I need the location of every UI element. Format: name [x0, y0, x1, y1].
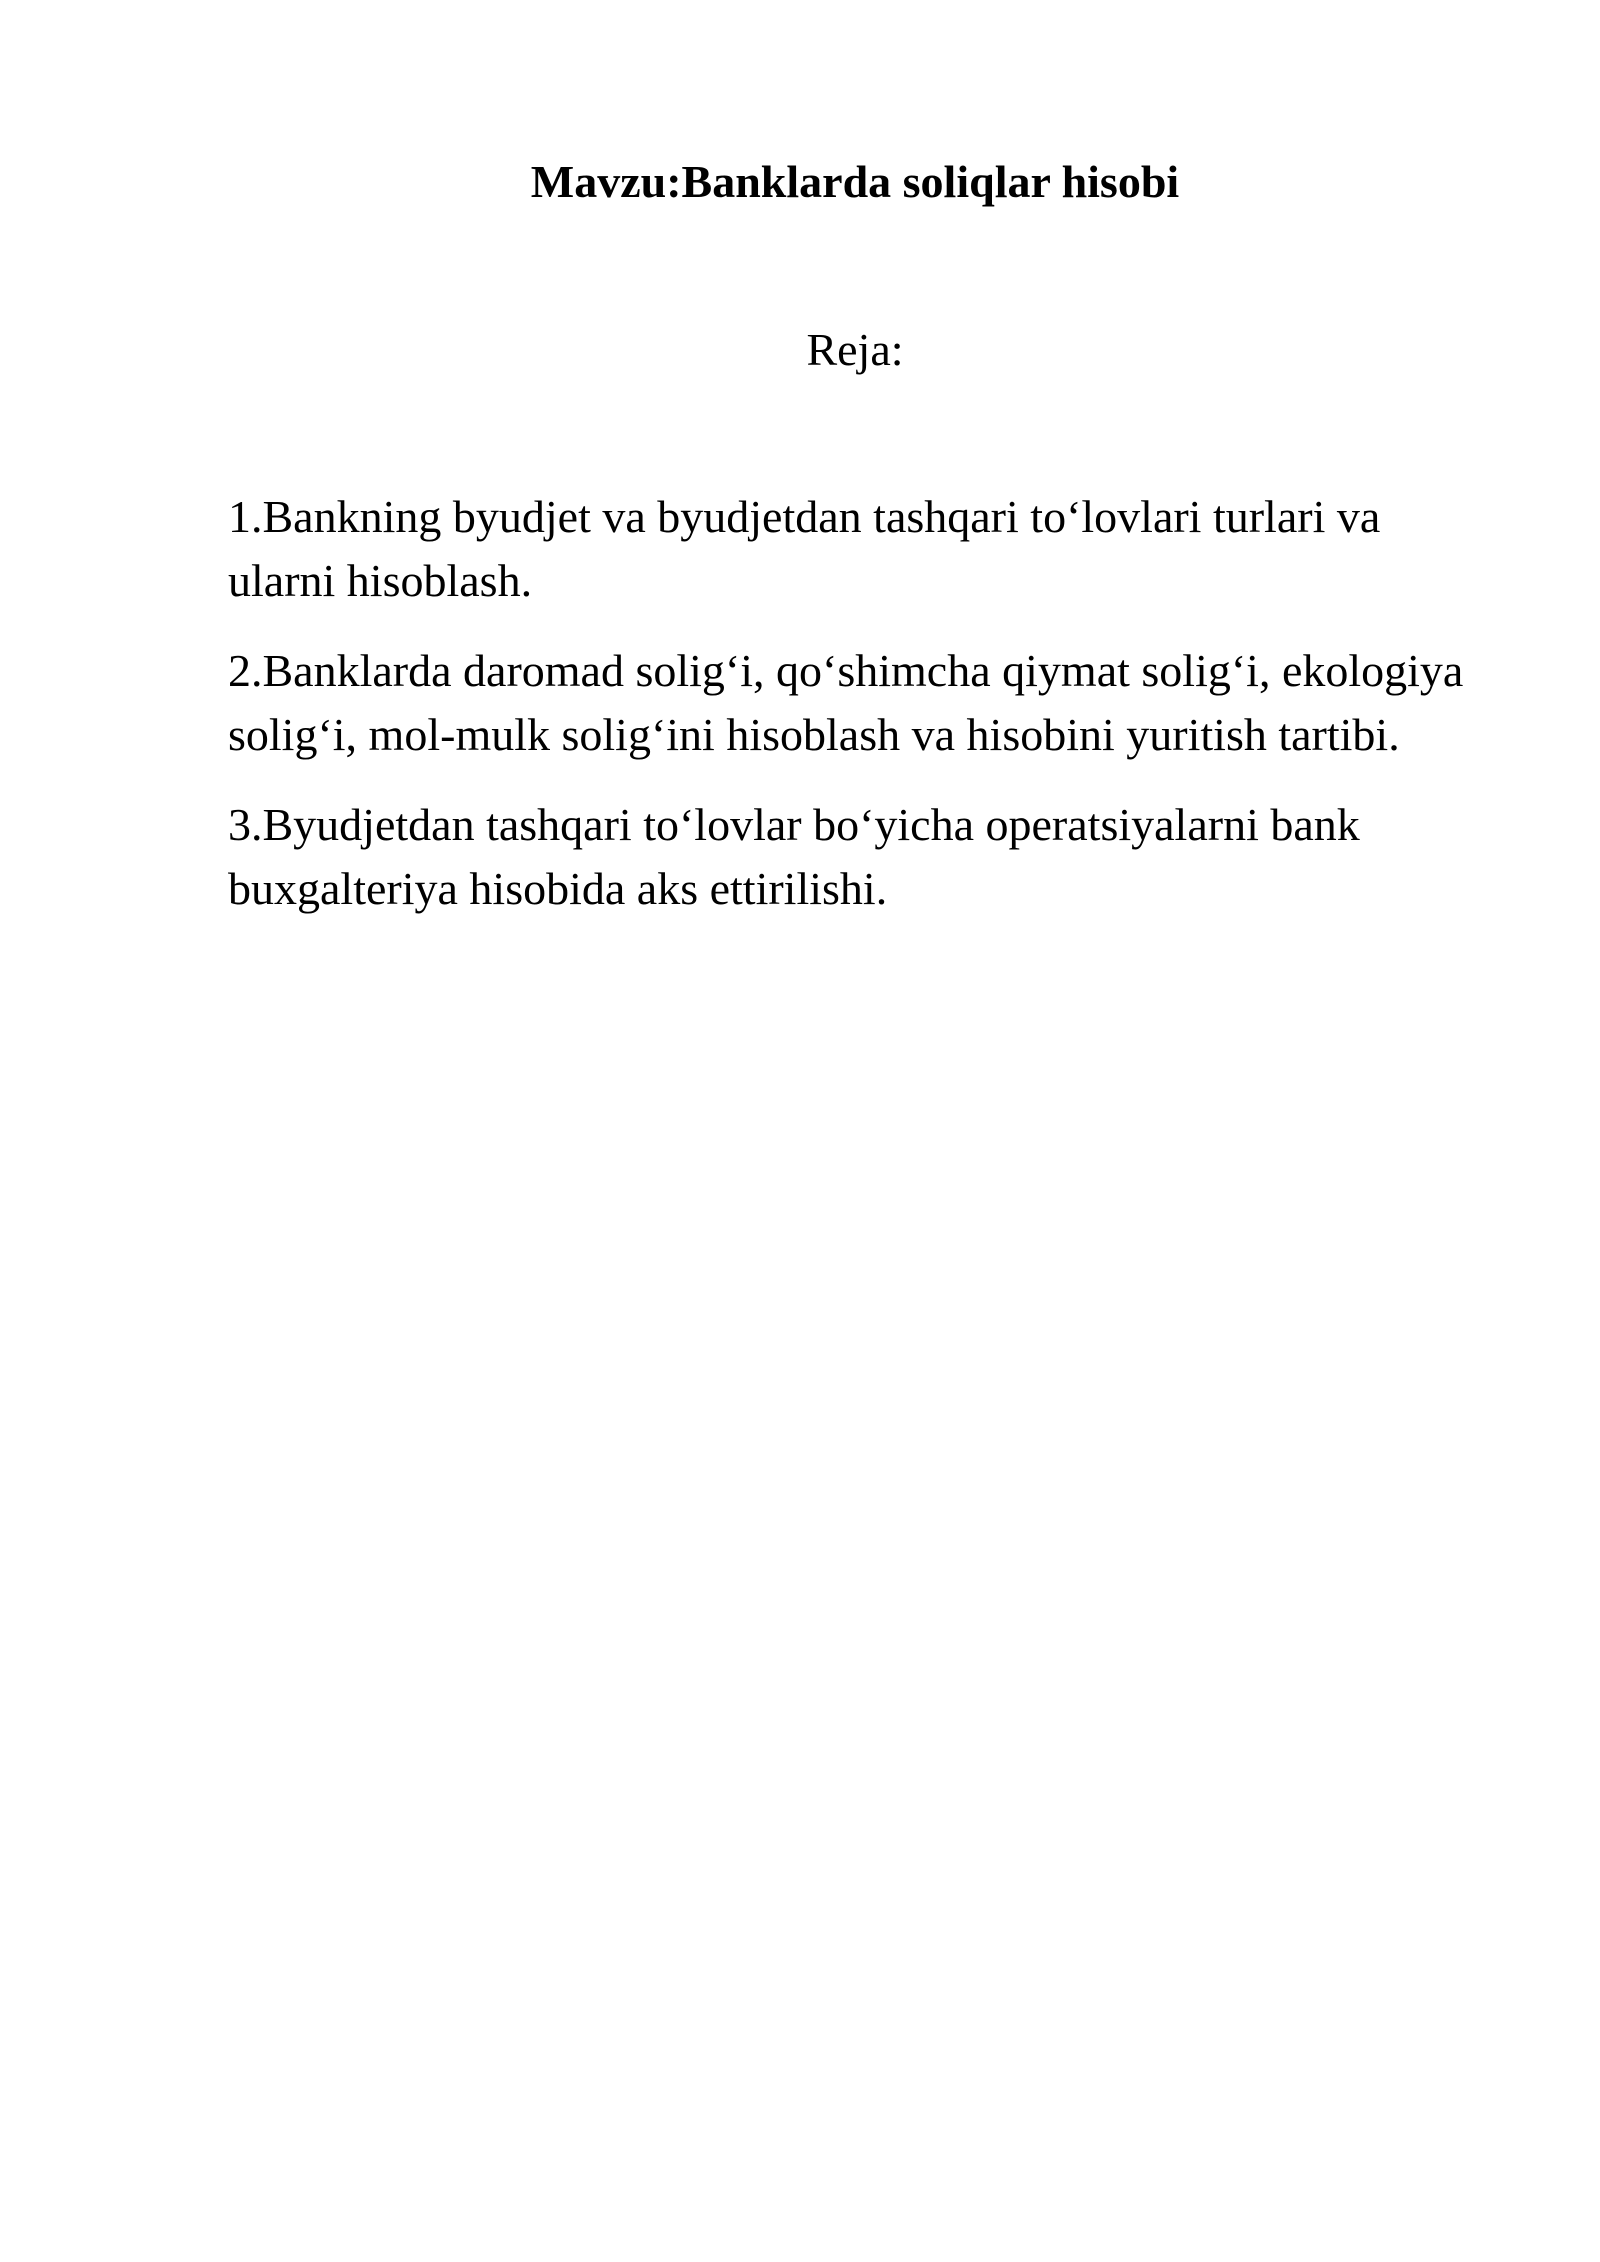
plan-list — [228, 485, 1478, 947]
plan-item-2: 2.Banklarda daromad solig‘i, qo‘shimcha qiymat solig‘i, ekologiya solig‘i, mol-mulk solig‘ini hisoblash va hisobini yuritish tartibi. — [228, 645, 1464, 760]
document-title: Mavzu:Banklarda soliqlar hisobi — [530, 156, 1180, 207]
plan-item-1: 1.Bankning byudjet va byudjetdan tashqari to‘lovlari turlari va ularni hisoblash. — [228, 491, 1381, 606]
plan-item-3: 3.Byudjetdan tashqari to‘lovlar bo‘yicha operatsiyalarni bank buxgalteriya hisobida aks ettirilishi. — [228, 799, 1360, 914]
plan-heading: Reja: — [806, 324, 904, 375]
